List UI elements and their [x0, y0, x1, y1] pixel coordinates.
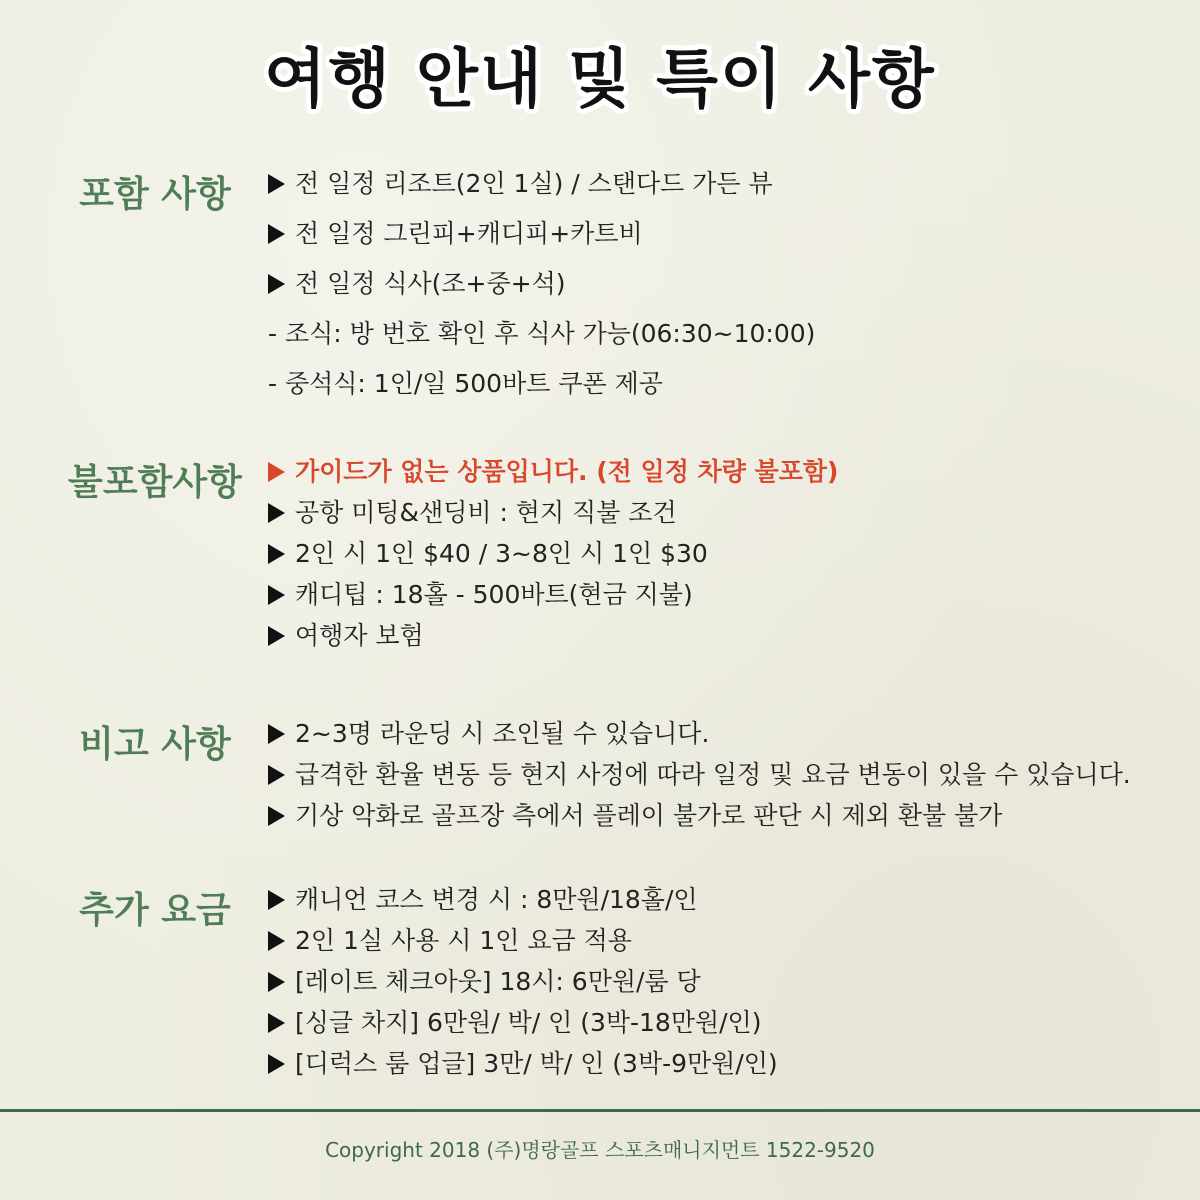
triangle-bullet-icon [268, 224, 285, 244]
section-label-extra-charges: 추가 요금 [79, 890, 231, 931]
list-item-highlight [268, 452, 838, 488]
list-item-text: 기상 악화로 골프장 측에서 플레이 불가로 판단 시 제외 환불 불가 [295, 801, 1003, 830]
list-item-text: 전 일정 그린피+캐디피+카트비 [295, 219, 643, 248]
triangle-bullet-icon [268, 544, 285, 564]
list-item [268, 314, 815, 350]
footer-copyright: Copyright 2018 (주)명랑골프 스포츠매니지먼트 1522-9520 [325, 1138, 875, 1162]
list-item [268, 796, 1002, 832]
list-item [268, 962, 701, 998]
list-item-text: 전 일정 식사(조+중+석) [295, 269, 566, 298]
list-item-text: 공항 미팅&샌딩비 : 현지 직불 조건 [295, 498, 677, 527]
triangle-bullet-icon [268, 931, 285, 951]
triangle-bullet-icon [268, 806, 285, 826]
list-item [268, 534, 708, 570]
section-label-included: 포함 사항 [79, 174, 231, 215]
list-item [268, 1003, 761, 1039]
list-item [268, 214, 643, 250]
triangle-bullet-icon [268, 724, 285, 744]
list-item-text: 여행자 보험 [295, 621, 424, 650]
list-item [268, 616, 424, 652]
list-item [268, 714, 709, 750]
list-item-text: [디럭스 룸 업글] 3만/ 박/ 인 (3박-9만원/인) [295, 1049, 778, 1078]
list-item-text: - 조식: 방 번호 확인 후 식사 가능(06:30~10:00) [268, 319, 816, 348]
list-item [268, 493, 677, 529]
triangle-bullet-icon [268, 890, 285, 910]
list-item [268, 755, 1131, 791]
triangle-bullet-icon [268, 274, 285, 294]
triangle-bullet-icon [268, 174, 285, 194]
list-item-text: 캐디팁 : 18홀 - 500바트(현금 지불) [295, 580, 693, 609]
triangle-bullet-icon [268, 585, 285, 605]
page-title: 여행 안내 및 특이 사항 [264, 43, 936, 117]
list-item-text: - 중석식: 1인/일 500바트 쿠폰 제공 [268, 369, 663, 398]
list-item-text: 2~3명 라운딩 시 조인될 수 있습니다. [295, 719, 710, 748]
list-item-text: [싱글 차지] 6만원/ 박/ 인 (3박-18만원/인) [295, 1008, 762, 1037]
list-item [268, 164, 773, 200]
list-item [268, 264, 566, 300]
list-item-text: 전 일정 리조트(2인 1실) / 스탠다드 가든 뷰 [295, 169, 773, 198]
triangle-bullet-icon [268, 972, 285, 992]
triangle-bullet-icon [268, 1054, 285, 1074]
footer-divider [0, 1109, 1200, 1112]
list-item-text: 캐니언 코스 변경 시 : 8만원/18홀/인 [295, 885, 698, 914]
triangle-bullet-icon [268, 503, 285, 523]
list-item-text: 2인 시 1인 $40 / 3~8인 시 1인 $30 [295, 539, 708, 568]
list-item-text: [레이트 체크아웃] 18시: 6만원/룸 당 [295, 967, 701, 996]
triangle-bullet-icon [268, 765, 285, 785]
triangle-bullet-icon [268, 1013, 285, 1033]
triangle-bullet-icon [268, 626, 285, 646]
list-item [268, 1044, 778, 1080]
list-item-text: 가이드가 없는 상품입니다. (전 일정 차량 불포함) [295, 457, 839, 486]
list-item-text: 2인 1실 사용 시 1인 요금 적용 [295, 926, 632, 955]
section-label-notes: 비고 사항 [79, 724, 231, 765]
list-item [268, 364, 663, 400]
list-item [268, 880, 698, 916]
list-item-text: 급격한 환율 변동 등 현지 사정에 따라 일정 및 요금 변동이 있을 수 있습니다. [295, 760, 1131, 789]
list-item [268, 575, 693, 611]
triangle-bullet-icon [268, 462, 285, 482]
section-label-excluded: 불포함사항 [68, 462, 242, 503]
list-item [268, 921, 632, 957]
